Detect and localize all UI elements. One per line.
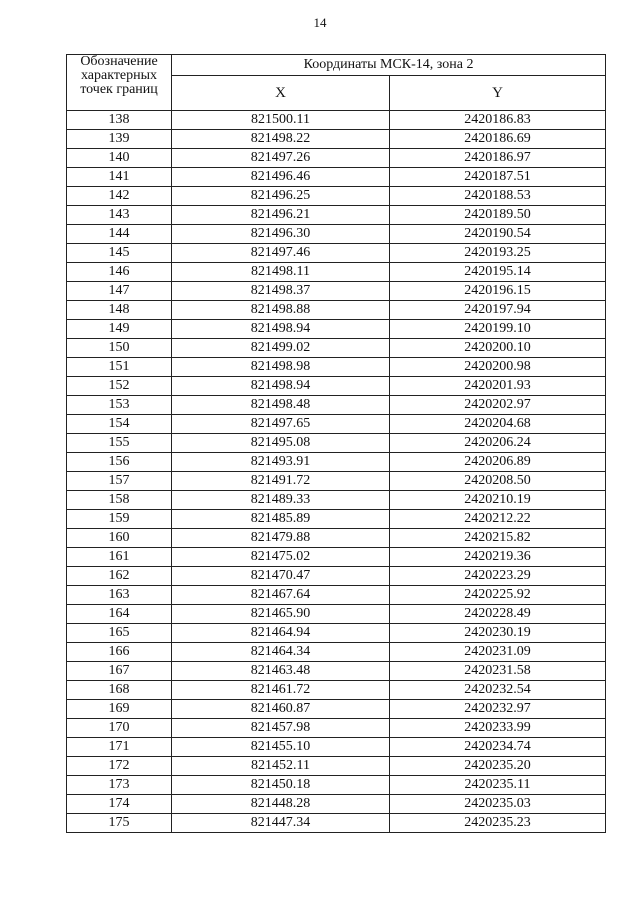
x-coordinate-cell: 821497.26 xyxy=(172,149,390,168)
point-cell: 171 xyxy=(67,738,172,757)
table-row xyxy=(67,301,606,320)
table-row xyxy=(67,700,606,719)
x-coordinate-cell: 821496.21 xyxy=(172,206,390,225)
x-coordinate-cell: 821479.88 xyxy=(172,529,390,548)
x-coordinate-cell: 821499.02 xyxy=(172,339,390,358)
table-row xyxy=(67,795,606,814)
x-coordinate-cell: 821498.88 xyxy=(172,301,390,320)
table-row xyxy=(67,719,606,738)
point-cell: 150 xyxy=(67,339,172,358)
y-coordinate-cell: 2420197.94 xyxy=(390,301,606,320)
table-row xyxy=(67,206,606,225)
point-cell: 161 xyxy=(67,548,172,567)
y-coordinate-cell: 2420201.93 xyxy=(390,377,606,396)
y-coordinate-cell: 2420189.50 xyxy=(390,206,606,225)
table-row xyxy=(67,453,606,472)
x-coordinate-cell: 821464.94 xyxy=(172,624,390,643)
x-coordinate-cell: 821498.48 xyxy=(172,396,390,415)
point-cell: 170 xyxy=(67,719,172,738)
table-row xyxy=(67,681,606,700)
table-row xyxy=(67,586,606,605)
y-coordinate-cell: 2420188.53 xyxy=(390,187,606,206)
y-coordinate-cell: 2420200.10 xyxy=(390,339,606,358)
x-coordinate-cell: 821498.98 xyxy=(172,358,390,377)
point-cell: 163 xyxy=(67,586,172,605)
point-cell: 165 xyxy=(67,624,172,643)
point-cell: 159 xyxy=(67,510,172,529)
x-coordinate-cell: 821497.65 xyxy=(172,415,390,434)
y-coordinate-cell: 2420225.92 xyxy=(390,586,606,605)
table-row xyxy=(67,548,606,567)
y-coordinate-cell: 2420206.89 xyxy=(390,453,606,472)
x-coordinate-cell: 821493.91 xyxy=(172,453,390,472)
table-body xyxy=(67,111,606,833)
point-cell: 162 xyxy=(67,567,172,586)
table-row xyxy=(67,605,606,624)
point-cell: 148 xyxy=(67,301,172,320)
y-coordinate-cell: 2420235.11 xyxy=(390,776,606,795)
y-coordinate-cell: 2420200.98 xyxy=(390,358,606,377)
point-cell: 156 xyxy=(67,453,172,472)
coordinates-group-header: Координаты МСК-14, зона 2 xyxy=(172,55,606,76)
point-cell: 138 xyxy=(67,111,172,130)
y-coordinate-cell: 2420210.19 xyxy=(390,491,606,510)
y-coordinate-cell: 2420195.14 xyxy=(390,263,606,282)
y-coordinate-cell: 2420186.83 xyxy=(390,111,606,130)
x-coordinate-cell: 821470.47 xyxy=(172,567,390,586)
point-cell: 173 xyxy=(67,776,172,795)
point-cell: 167 xyxy=(67,662,172,681)
point-cell: 151 xyxy=(67,358,172,377)
table-row xyxy=(67,757,606,776)
x-coordinate-cell: 821463.48 xyxy=(172,662,390,681)
x-coordinate-cell: 821498.94 xyxy=(172,377,390,396)
table-row xyxy=(67,776,606,795)
point-column-header: Обозначение характерных точек границ xyxy=(67,55,172,111)
table-row xyxy=(67,491,606,510)
y-coordinate-cell: 2420215.82 xyxy=(390,529,606,548)
table-row xyxy=(67,130,606,149)
point-cell: 154 xyxy=(67,415,172,434)
y-coordinate-cell: 2420219.36 xyxy=(390,548,606,567)
point-cell: 146 xyxy=(67,263,172,282)
y-coordinate-cell: 2420231.09 xyxy=(390,643,606,662)
point-cell: 140 xyxy=(67,149,172,168)
y-coordinate-cell: 2420231.58 xyxy=(390,662,606,681)
y-coordinate-cell: 2420212.22 xyxy=(390,510,606,529)
table-row xyxy=(67,339,606,358)
x-coordinate-cell: 821464.34 xyxy=(172,643,390,662)
x-coordinate-cell: 821498.11 xyxy=(172,263,390,282)
point-cell: 169 xyxy=(67,700,172,719)
point-cell: 158 xyxy=(67,491,172,510)
table-row xyxy=(67,111,606,130)
header-row-top xyxy=(67,55,606,76)
table-row xyxy=(67,434,606,453)
table-row xyxy=(67,643,606,662)
point-cell: 172 xyxy=(67,757,172,776)
point-cell: 175 xyxy=(67,814,172,833)
y-coordinate-cell: 2420193.25 xyxy=(390,244,606,263)
table-row xyxy=(67,320,606,339)
point-cell: 143 xyxy=(67,206,172,225)
table-row xyxy=(67,624,606,643)
table-row xyxy=(67,358,606,377)
table-row xyxy=(67,529,606,548)
point-cell: 164 xyxy=(67,605,172,624)
x-coordinate-cell: 821467.64 xyxy=(172,586,390,605)
table-header xyxy=(67,55,606,111)
y-coordinate-cell: 2420190.54 xyxy=(390,225,606,244)
table-row xyxy=(67,662,606,681)
y-coordinate-cell: 2420230.19 xyxy=(390,624,606,643)
y-coordinate-cell: 2420186.97 xyxy=(390,149,606,168)
x-coordinate-cell: 821485.89 xyxy=(172,510,390,529)
table-row xyxy=(67,567,606,586)
x-coordinate-cell: 821498.37 xyxy=(172,282,390,301)
table-row xyxy=(67,472,606,491)
point-cell: 145 xyxy=(67,244,172,263)
table-row xyxy=(67,187,606,206)
y-coordinate-cell: 2420204.68 xyxy=(390,415,606,434)
y-coordinate-cell: 2420223.29 xyxy=(390,567,606,586)
page-number: 14 xyxy=(313,15,327,30)
y-coordinate-cell: 2420186.69 xyxy=(390,130,606,149)
table-row xyxy=(67,377,606,396)
y-coordinate-cell: 2420199.10 xyxy=(390,320,606,339)
y-coordinate-cell: 2420228.49 xyxy=(390,605,606,624)
point-cell: 153 xyxy=(67,396,172,415)
table-row xyxy=(67,168,606,187)
point-cell: 168 xyxy=(67,681,172,700)
table-row xyxy=(67,415,606,434)
y-coordinate-cell: 2420208.50 xyxy=(390,472,606,491)
point-cell: 166 xyxy=(67,643,172,662)
point-cell: 149 xyxy=(67,320,172,339)
y-coordinate-cell: 2420235.23 xyxy=(390,814,606,833)
x-coordinate-cell: 821496.30 xyxy=(172,225,390,244)
x-coordinate-cell: 821496.46 xyxy=(172,168,390,187)
x-coordinate-cell: 821450.18 xyxy=(172,776,390,795)
x-coordinate-cell: 821460.87 xyxy=(172,700,390,719)
y-coordinate-cell: 2420187.51 xyxy=(390,168,606,187)
x-coordinate-cell: 821452.11 xyxy=(172,757,390,776)
point-cell: 174 xyxy=(67,795,172,814)
x-coordinate-cell: 821447.34 xyxy=(172,814,390,833)
x-coordinate-cell: 821498.22 xyxy=(172,130,390,149)
y-coordinate-cell: 2420206.24 xyxy=(390,434,606,453)
table-row xyxy=(67,510,606,529)
x-coordinate-cell: 821495.08 xyxy=(172,434,390,453)
x-coordinate-cell: 821448.28 xyxy=(172,795,390,814)
table-row xyxy=(67,149,606,168)
coordinates-table xyxy=(66,54,606,833)
table-row xyxy=(67,738,606,757)
table-row xyxy=(67,244,606,263)
x-coordinate-cell: 821457.98 xyxy=(172,719,390,738)
y-coordinate-cell: 2420235.03 xyxy=(390,795,606,814)
y-coordinate-cell: 2420202.97 xyxy=(390,396,606,415)
y-column-header: Y xyxy=(390,76,606,111)
x-coordinate-cell: 821461.72 xyxy=(172,681,390,700)
y-coordinate-cell: 2420233.99 xyxy=(390,719,606,738)
table-row xyxy=(67,396,606,415)
y-coordinate-cell: 2420232.97 xyxy=(390,700,606,719)
x-column-header: X xyxy=(172,76,390,111)
y-coordinate-cell: 2420235.20 xyxy=(390,757,606,776)
point-cell: 144 xyxy=(67,225,172,244)
x-coordinate-cell: 821475.02 xyxy=(172,548,390,567)
point-cell: 157 xyxy=(67,472,172,491)
y-coordinate-cell: 2420234.74 xyxy=(390,738,606,757)
x-coordinate-cell: 821497.46 xyxy=(172,244,390,263)
x-coordinate-cell: 821489.33 xyxy=(172,491,390,510)
point-cell: 160 xyxy=(67,529,172,548)
x-coordinate-cell: 821496.25 xyxy=(172,187,390,206)
table-row xyxy=(67,263,606,282)
point-cell: 141 xyxy=(67,168,172,187)
x-coordinate-cell: 821491.72 xyxy=(172,472,390,491)
point-cell: 155 xyxy=(67,434,172,453)
table-row xyxy=(67,225,606,244)
point-cell: 142 xyxy=(67,187,172,206)
table-row xyxy=(67,282,606,301)
point-cell: 139 xyxy=(67,130,172,149)
y-coordinate-cell: 2420232.54 xyxy=(390,681,606,700)
point-cell: 147 xyxy=(67,282,172,301)
x-coordinate-cell: 821500.11 xyxy=(172,111,390,130)
x-coordinate-cell: 821498.94 xyxy=(172,320,390,339)
x-coordinate-cell: 821465.90 xyxy=(172,605,390,624)
point-cell: 152 xyxy=(67,377,172,396)
y-coordinate-cell: 2420196.15 xyxy=(390,282,606,301)
table-row xyxy=(67,814,606,833)
x-coordinate-cell: 821455.10 xyxy=(172,738,390,757)
